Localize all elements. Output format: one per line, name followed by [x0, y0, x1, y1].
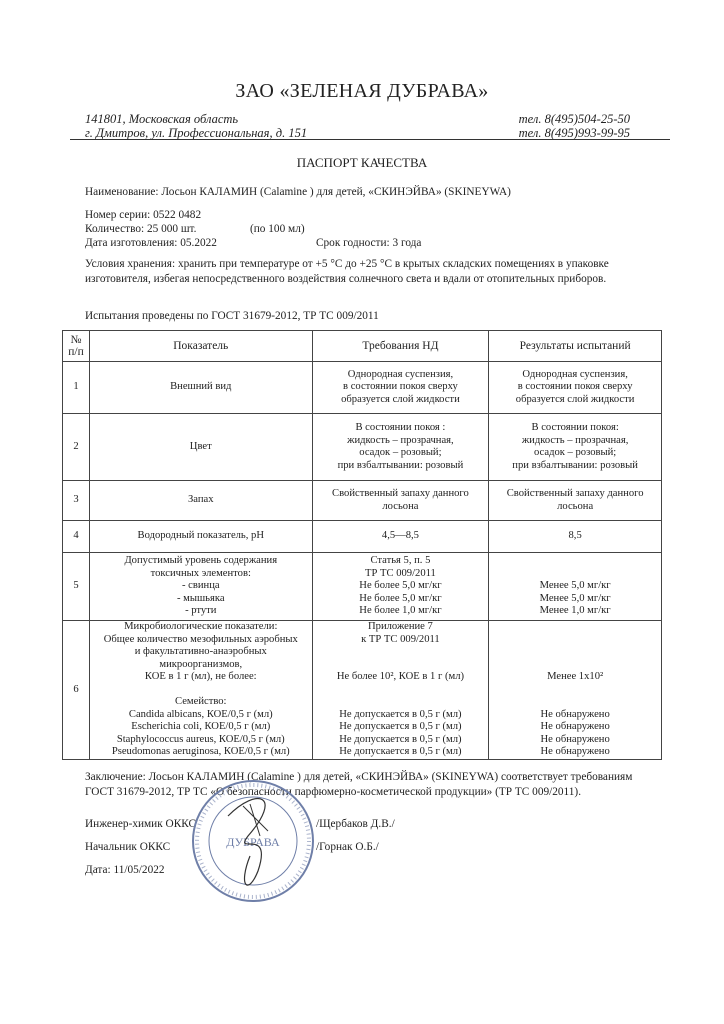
- cell-indicator: Цвет: [89, 414, 312, 481]
- cell-number: 6: [63, 621, 90, 760]
- cell-results: 8,5: [489, 521, 662, 553]
- cell-results: Менее 5,0 мг/кг Менее 5,0 мг/кг Менее 1,0 мг/кг: [489, 553, 662, 621]
- cell-results: В состоянии покоя: жидкость – прозрачная, осадок – розовый; при взбалтывании: розовый: [489, 414, 662, 481]
- col-requirements: Требования НД: [312, 331, 489, 362]
- quantity: Количество: 25 000 шт.: [85, 223, 197, 235]
- cell-indicator: Допустимый уровень содержания токсичных элементов: - свинца - мышьяка - ртути: [89, 553, 312, 621]
- cell-number: 3: [63, 481, 90, 521]
- shelf-life: Срок годности: 3 года: [316, 237, 422, 249]
- col-number: № п/п: [63, 331, 90, 362]
- cell-number: 5: [63, 553, 90, 621]
- document-title: ПАСПОРТ КАЧЕСТВА: [296, 155, 428, 170]
- tests-standard: Испытания проведены по ГОСТ 31679-2012, ТР ТС 009/2011: [85, 310, 379, 322]
- address-line1: 141801, Московская область: [85, 112, 239, 126]
- table-row: [63, 414, 662, 481]
- cell-requirements: Приложение 7 к ТР ТС 009/2011 Не более 10², КОЕ в 1 г (мл) Не допускается в 0,5 г (мл) Не допускается в 0,5 г (мл) Не допускается в 0,5 г (мл) Не допускается в 0,5 г (мл): [312, 621, 489, 760]
- table-row: [63, 362, 662, 414]
- header-divider: [70, 139, 670, 140]
- company-stamp: [188, 776, 318, 906]
- cell-number: 1: [63, 362, 90, 414]
- cell-indicator: Микробиологические показатели: Общее количество мезофильных аэробных и факультативно-анаэробных микроорганизмов, КОЕ в 1 г (мл), не более: Семейство: Candida albicans, КОЕ/0,5 г (мл) Escherichia coli, КОЕ/0,5 г (мл) Staphylococcus aureus, КОЕ/0,5 г (мл) Pseudomonas aeruginosa, КОЕ/0,5 г (мл): [89, 621, 312, 760]
- storage-conditions: Условия хранения: хранить при температуре от +5 °С до +25 °С в крытых складских помещениях в упаковке изготовителя, избегая непосредственного воздействия солнечного света и вдали от отопительных приборов.: [85, 258, 609, 285]
- company-name: ЗАО «ЗЕЛЕНАЯ ДУБРАВА»: [235, 80, 489, 102]
- engineer-title: Инженер-химик ОККС: [85, 818, 197, 830]
- phone-2: тел. 8(495)993-99-95: [518, 126, 630, 140]
- head-title: Начальник ОККС: [85, 841, 171, 853]
- col-results: Результаты испытаний: [489, 331, 662, 362]
- conclusion: Заключение: Лосьон КАЛАМИН (Calamine ) для детей, «СКИНЭЙВА» (SKINEYWA) соответствует требованиям ГОСТ 31679-2012, ТР ТС «О безопасности парфюмерно-косметической продукции» (ТР ТС 009/2011).: [85, 771, 633, 798]
- cell-indicator: Водородный показатель, pH: [89, 521, 312, 553]
- engineer-name: /Щербаков Д.В./: [316, 818, 395, 830]
- product-name: Наименование: Лосьон КАЛАМИН (Calamine ) для детей, «СКИНЭЙВА» (SKINEYWA): [85, 186, 511, 198]
- address-line2: г. Дмитров, ул. Профессиональная, д. 151: [85, 126, 308, 140]
- cell-indicator: Запах: [89, 481, 312, 521]
- cell-number: 2: [63, 414, 90, 481]
- table-row: [63, 621, 662, 760]
- head-name: /Горнак О.Б./: [316, 841, 379, 853]
- cell-requirements: Статья 5, п. 5 ТР ТС 009/2011 Не более 5,0 мг/кг Не более 5,0 мг/кг Не более 1,0 мг/кг: [312, 553, 489, 621]
- cell-number: 4: [63, 521, 90, 553]
- table-row: [63, 521, 662, 553]
- table-row: [63, 553, 662, 621]
- cell-requirements: 4,5—8,5: [312, 521, 489, 553]
- phone-1: тел. 8(495)504-25-50: [518, 112, 630, 126]
- quality-table: [62, 330, 662, 760]
- manufacture-date: Дата изготовления: 05.2022: [85, 237, 217, 249]
- table-header-row: [63, 331, 662, 362]
- col-indicator: Показатель: [89, 331, 312, 362]
- cell-results: Однородная суспензия, в состоянии покоя сверху образуется слой жидкости: [489, 362, 662, 414]
- svg-text:ДУБРАВА: ДУБРАВА: [226, 835, 280, 849]
- cell-requirements: В состоянии покоя : жидкость – прозрачная, осадок – розовый; при взбалтывании: розовый: [312, 414, 489, 481]
- cell-results: Свойственный запаху данного лосьона: [489, 481, 662, 521]
- cell-indicator: Внешний вид: [89, 362, 312, 414]
- series-number: Номер серии: 0522 0482: [85, 209, 202, 221]
- cell-results: Менее 1х10² Не обнаружено Не обнаружено Не обнаружено Не обнаружено: [489, 621, 662, 760]
- signature-date: Дата: 11/05/2022: [85, 864, 165, 876]
- volume: (по 100 мл): [250, 223, 305, 235]
- cell-requirements: Однородная суспензия, в состоянии покоя сверху образуется слой жидкости: [312, 362, 489, 414]
- cell-requirements: Свойственный запаху данного лосьона: [312, 481, 489, 521]
- table-row: [63, 481, 662, 521]
